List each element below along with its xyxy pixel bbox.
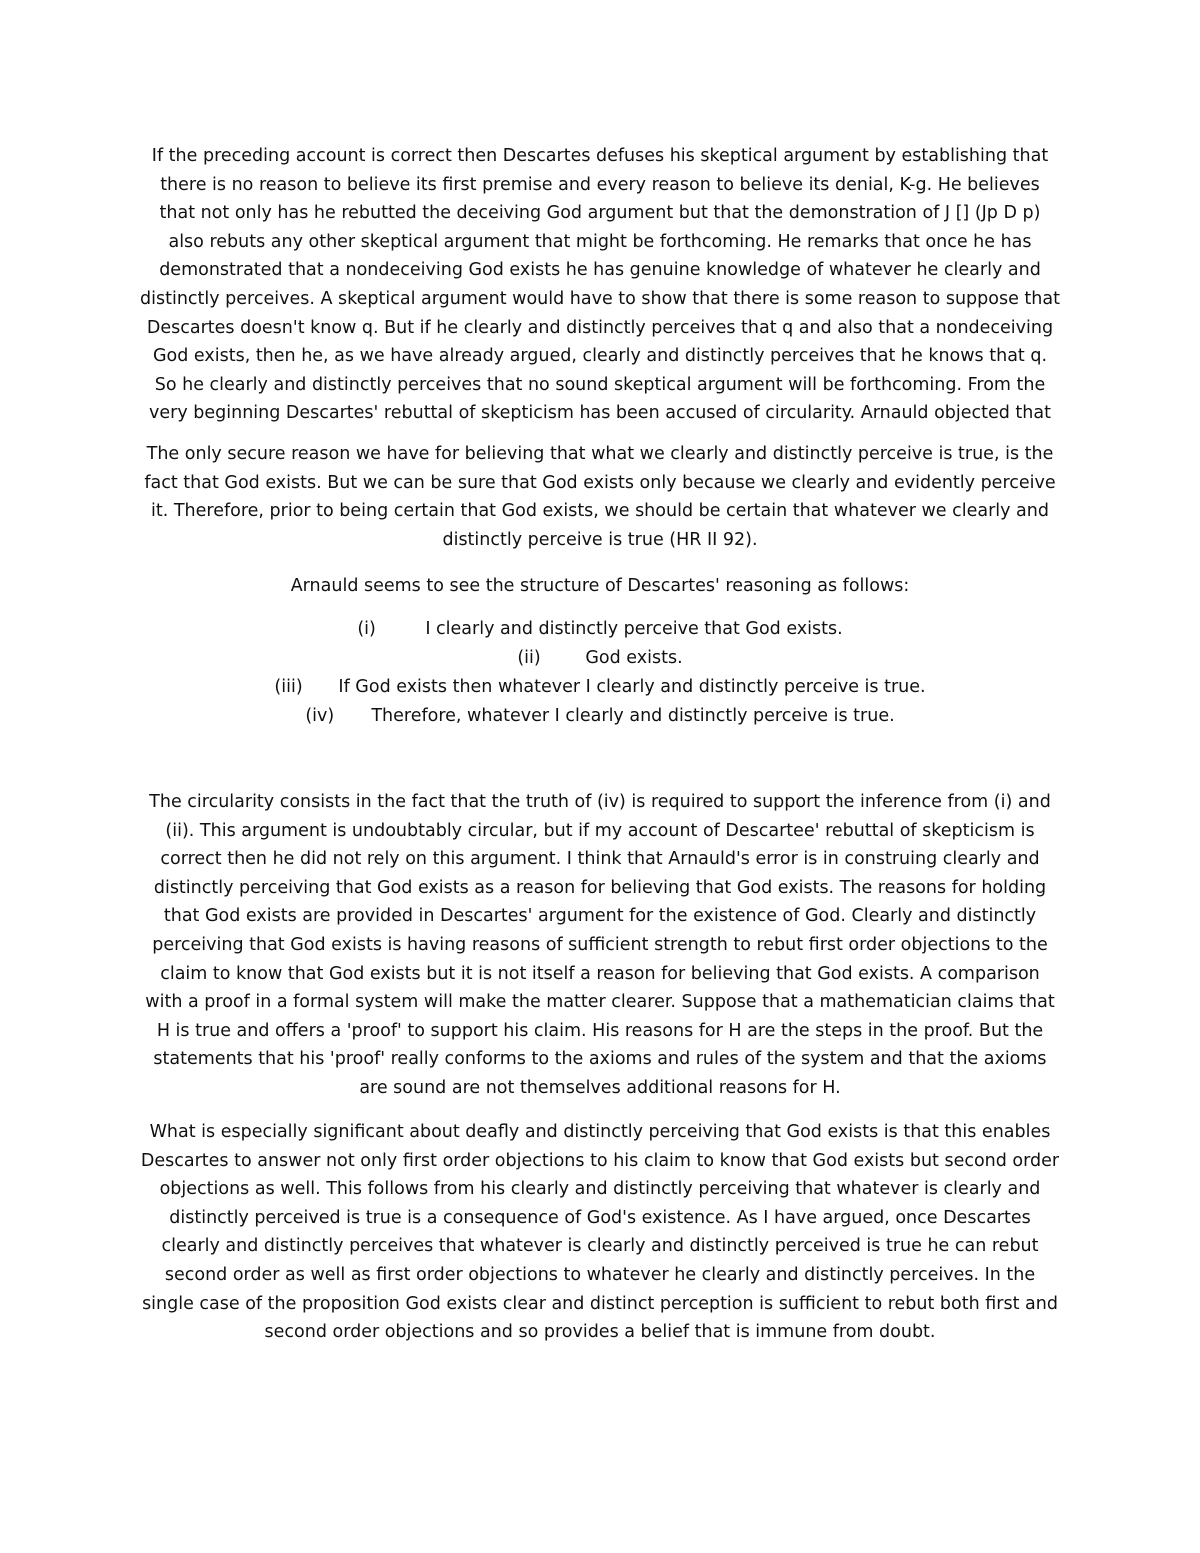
list-item-number: (ii) [517,648,541,668]
list-item-text: If God exists then whatever I clearly and distinctly perceive is true. [338,677,926,697]
list-intro: Arnauld seems to see the structure of Descartes' reasoning as follows: [290,576,910,596]
list-item-text: I clearly and distinctly perceive that God exists. [425,619,843,639]
paragraph-circularity: The circularity consists in the fact that the truth of (iv) is required to support the inference from (i) and (ii). This argument is undoubtably circular, but if my account of Descartee' rebuttal of skepticism is correct then he did not rely on this argument. I think that Arnauld's error is in construing clearly and distinctly perceiving that God exists as a reason for believing that God exists. The reasons for holding that God exists are provided in Descartes' argument for the existence of God. Clearly and distinctly perceiving that God exists is having reasons of sufficient strength to rebut first order objections to the claim to know that God exists but it is not itself a reason for believing that God exists. A comparison with a proof in a formal system will make the matter clearer. Suppose that a mathematician claims that H is true and offers a 'proof' to support his claim. His reasons for H are the steps in the proof. But the statements that his 'proof' really conforms to the axioms and rules of the system and that the axioms are sound are not themselves additional reasons for H. [145,792,1055,1098]
arnauld-quote: The only secure reason we have for believing that what we clearly and distinctly perceive is true, is the fact that God exists. But we can be sure that God exists only because we clearly and evidently perceive it. Therefore, prior to being certain that God exists, we should be certain that whatever we clearly and distinctly perceive is true (HR II 92). [144,444,1056,550]
list-item-text: Therefore, whatever I clearly and distinctly perceive is true. [371,706,895,726]
list-item [0,702,1200,731]
paragraph-skeptical-argument: If the preceding account is correct then Descartes defuses his skeptical argument by establishing that there is no reason to believe its first premise and every reason to believe its denial, K-g. He believes that not only has he rebutted the deceiving God argument but that the demonstration of J [] (Jp D p) also rebuts any other skeptical argument that might be forthcoming. He remarks that once he has demonstrated that a nondeceiving God exists he has genuine knowledge of whatever he clearly and distinctly perceives. A skeptical argument would have to show that there is some reason to suppose that Descartes doesn't know q. But if he clearly and distinctly perceives that q and also that a nondeceiving God exists, then he, as we have already argued, clearly and distinctly perceives that he knows that q. So he clearly and distinctly perceives that no sound skeptical argument will be forthcoming. From the very beginning Descartes' rebuttal of skepticism has been accused of circularity. Arnauld objected that [140,146,1060,424]
list-item [0,673,1200,702]
list-item [0,644,1200,673]
list-item-number: (iv) [305,706,335,726]
list-item-number: (i) [357,619,376,639]
list-item [0,615,1200,644]
argument-list [0,615,1200,731]
list-item-number: (iii) [274,677,303,697]
list-item-text: God exists. [585,648,683,668]
paragraph-significance: What is especially significant about deafly and distinctly perceiving that God exists is that this enables Descartes to answer not only first order objections to his claim to know that God exists but second order objections as well. This follows from his clearly and distinctly perceiving that whatever is clearly and distinctly perceived is true is a consequence of God's existence. As I have argued, once Descartes clearly and distinctly perceives that whatever is clearly and distinctly perceived is true he can rebut second order as well as first order objections to whatever he clearly and distinctly perceives. In the single case of the proposition God exists clear and distinct perception is sufficient to rebut both first and second order objections and so provides a belief that is immune from doubt. [140,1122,1060,1343]
